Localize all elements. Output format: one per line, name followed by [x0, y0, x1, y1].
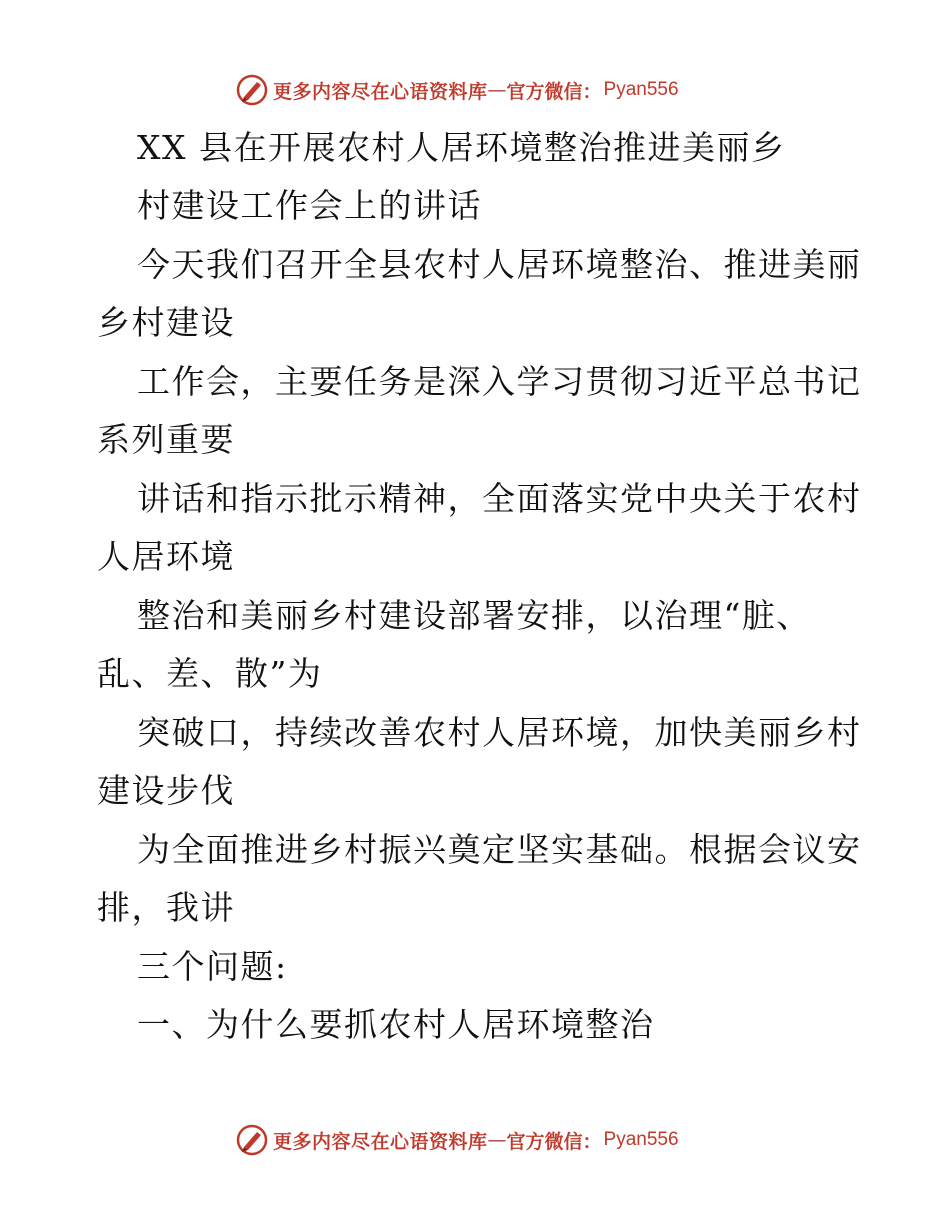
footer-banner-dash: —	[487, 1129, 507, 1151]
header-banner-dash: —	[487, 79, 507, 101]
paragraph-line: 工作会，主要任务是深入学习贯彻习近平总书记	[137, 362, 862, 401]
paragraph-line: 排，我讲	[97, 888, 235, 927]
paragraph-line: 整治和美丽乡村建设部署安排，以治理“脏、	[137, 596, 811, 635]
paragraph-line: 系列重要	[97, 420, 235, 459]
header-wechat-label: 官方微信：	[506, 80, 602, 103]
paragraph-line: 今天我们召开全县农村人居环境整治、推进美丽	[137, 245, 862, 284]
paragraph-line: 三个问题:	[137, 947, 288, 986]
paragraph-line: 讲话和指示批示精神，全面落实党中央关于农村	[137, 479, 862, 518]
header-banner-text: 更多内容尽在心语资料库	[273, 80, 488, 103]
header-wechat-id: Pyan556	[603, 79, 679, 100]
footer-wechat-id: Pyan556	[603, 1129, 679, 1150]
paragraph-line: 乡村建设	[97, 303, 235, 342]
footer-banner	[235, 1122, 679, 1158]
paragraph-line: 人居环境	[97, 537, 235, 576]
section-heading: 一、为什么要抓农村人居环境整治	[137, 1005, 655, 1044]
footer-banner-text: 更多内容尽在心语资料库	[273, 1130, 488, 1153]
paragraph-line: 为全面推进乡村振兴奠定坚实基础。根据会议安	[137, 830, 862, 869]
paragraph-line: 建设步伐	[97, 771, 235, 810]
pen-logo-icon	[235, 1123, 269, 1157]
footer-wechat-label: 官方微信：	[506, 1130, 602, 1153]
title-line-2: 村建设工作会上的讲话	[137, 186, 482, 225]
paragraph-line: 乱、差、散”为	[97, 654, 323, 693]
paragraph-line: 突破口，持续改善农村人居环境，加快美丽乡村	[137, 713, 862, 752]
title-line-1: XX 县在开展农村人居环境整治推进美丽乡	[137, 128, 786, 167]
